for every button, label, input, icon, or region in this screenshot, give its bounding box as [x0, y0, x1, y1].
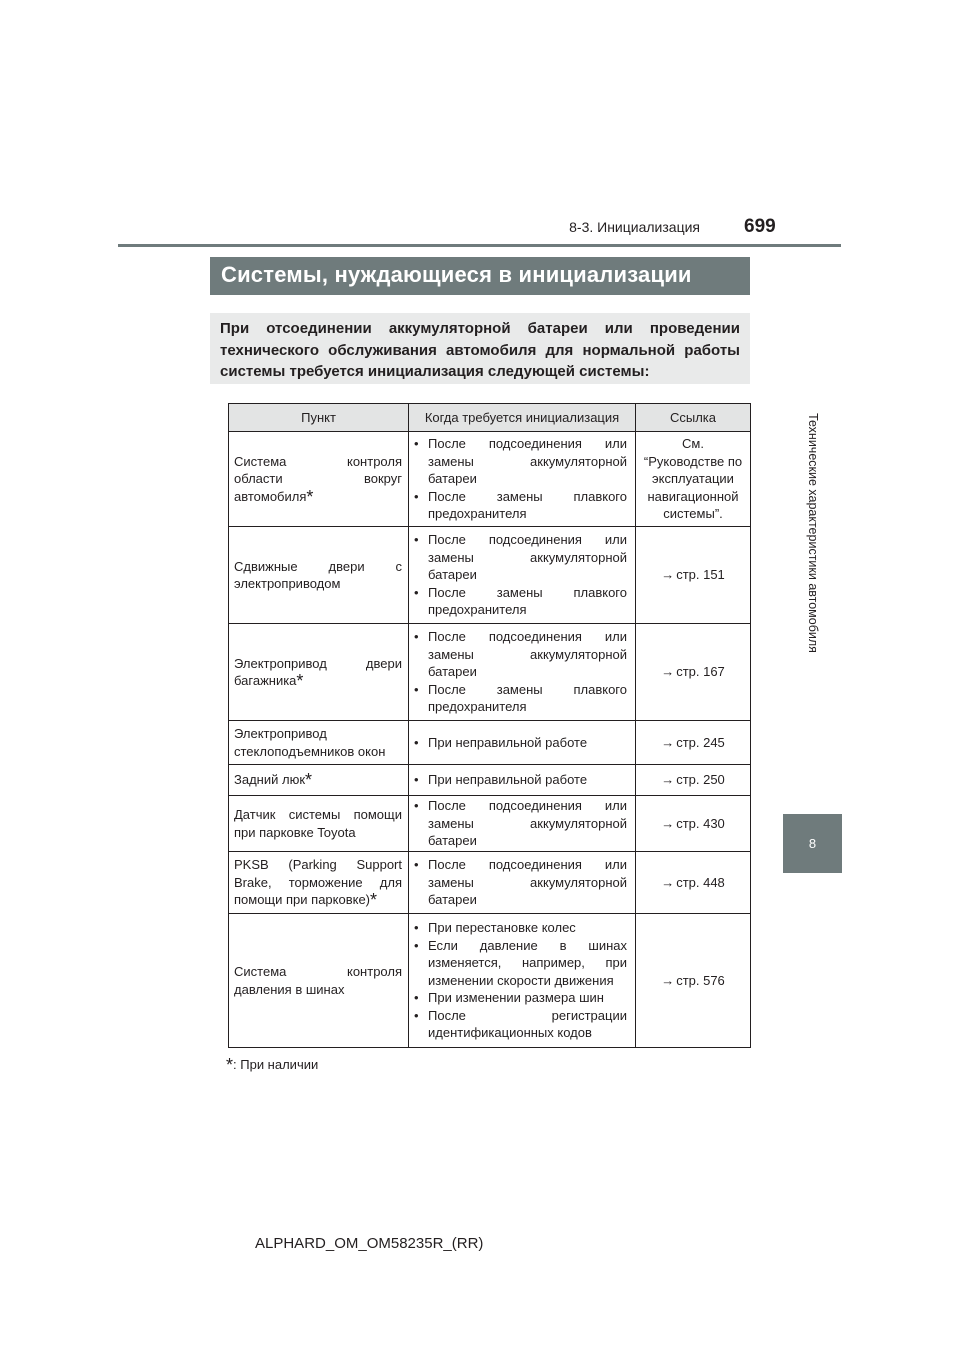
condition-item	[414, 531, 627, 584]
condition-item	[414, 989, 627, 1007]
condition-text	[428, 734, 627, 752]
side-chapter-title: Технические характеристики автомобиля	[806, 413, 820, 653]
condition-line: замены аккумуляторной	[428, 874, 627, 890]
bullet: •	[414, 857, 419, 873]
table-row	[229, 765, 751, 796]
condition-item	[414, 584, 627, 619]
condition-line: батареи	[428, 892, 477, 908]
condition-line: батареи	[428, 664, 477, 680]
bullet: •	[414, 681, 419, 697]
condition-item	[414, 681, 627, 716]
condition-line: При неправильной работе	[428, 734, 588, 750]
bullet: •	[414, 920, 419, 936]
reference-text: См.	[682, 436, 704, 452]
item-cell	[229, 721, 409, 765]
page-number: 699	[744, 216, 776, 237]
item-text: области вокруг	[234, 471, 402, 487]
item-text: Brake, торможение для	[234, 874, 402, 890]
condition-line: замены аккумуляторной	[428, 815, 627, 831]
item-text: электроприводом	[234, 576, 341, 591]
condition-line: После замены плавкого	[428, 488, 627, 504]
item-cell	[229, 624, 409, 721]
condition-item	[414, 734, 627, 752]
page-reference-link[interactable]	[661, 973, 725, 988]
condition-line: После подсоединения или	[428, 798, 627, 814]
item-cell	[229, 852, 409, 914]
item-text: Электропривод	[234, 726, 327, 741]
condition-line: При изменении размера шин	[428, 990, 604, 1006]
table-row	[229, 914, 751, 1048]
intro-line: системы требуется инициализация следующей системы:	[220, 363, 650, 380]
arrow-right-icon: →	[661, 567, 675, 583]
reference-cell	[636, 527, 751, 624]
condition-item	[414, 937, 627, 990]
condition-line: батареи	[428, 471, 477, 487]
footnote	[226, 1055, 319, 1075]
condition-text	[428, 989, 627, 1007]
condition-line: После подсоединения или	[428, 629, 627, 645]
condition-line: После замены плавкого	[428, 584, 627, 600]
condition-text	[428, 488, 627, 523]
item-text	[234, 488, 402, 506]
condition-item	[414, 919, 627, 937]
table-row	[229, 796, 751, 852]
section-title: 8-3. Инициализация	[569, 219, 700, 235]
bullet: •	[414, 798, 419, 814]
reference-text: стр. 448	[676, 874, 725, 890]
availability-asterisk: *	[296, 671, 304, 691]
item-text-last: помощи при парковке)	[234, 892, 371, 908]
condition-item	[414, 797, 627, 850]
page-reference-link[interactable]	[661, 735, 725, 750]
item-text: стеклоподъемников окон	[234, 743, 386, 759]
arrow-right-icon: →	[661, 815, 675, 831]
condition-cell	[409, 527, 636, 624]
condition-line: замены аккумуляторной	[428, 453, 627, 469]
bullet: •	[414, 937, 419, 953]
reference-text: навигационной	[647, 488, 739, 504]
condition-line: После подсоединения или	[428, 532, 627, 548]
reference-text: “Руководстве по	[643, 453, 743, 469]
condition-cell	[409, 765, 636, 796]
table-row	[229, 624, 751, 721]
bullet: •	[414, 488, 419, 504]
item-text: Система контроля	[234, 453, 402, 469]
side-chapter-tab[interactable]: 8	[783, 814, 842, 873]
item-text: Электропривод двери	[234, 655, 402, 671]
item-text	[234, 891, 402, 909]
arrow-right-icon: →	[661, 734, 675, 750]
condition-line: предохранителя	[428, 602, 527, 618]
condition-text	[428, 919, 627, 937]
condition-line: изменяется, например, при	[428, 955, 627, 971]
bullet: •	[414, 532, 419, 548]
condition-cell	[409, 624, 636, 721]
condition-item	[414, 628, 627, 681]
availability-asterisk: *	[370, 890, 378, 911]
intro-line: технического обслуживания автомобиля для нормальной работы	[220, 341, 740, 359]
condition-text	[428, 1007, 627, 1042]
condition-text	[428, 681, 627, 716]
item-text: давления в шинах	[234, 981, 345, 997]
condition-text	[428, 937, 627, 990]
item-text	[234, 672, 402, 690]
condition-line: После замены плавкого	[428, 681, 627, 697]
condition-line: батареи	[428, 567, 477, 583]
condition-item	[414, 856, 627, 909]
condition-line: предохранителя	[428, 699, 527, 715]
reference-text: стр. 151	[676, 567, 725, 583]
bullet: •	[414, 436, 419, 452]
bullet: •	[414, 629, 419, 645]
page-reference-link[interactable]	[661, 875, 725, 890]
reference-cell	[636, 721, 751, 765]
condition-line: После подсоединения или	[428, 857, 627, 873]
reference-text: эксплуатации	[652, 471, 734, 487]
condition-text	[428, 531, 627, 584]
condition-line: После подсоединения или	[428, 436, 627, 452]
condition-line: идентификационных кодов	[428, 1025, 592, 1041]
condition-line: При перестановке колес	[428, 920, 576, 936]
availability-asterisk: *	[306, 486, 314, 507]
item-text-last: багажника	[234, 673, 297, 688]
item-text-last: автомобиля	[234, 488, 307, 504]
condition-text	[428, 797, 627, 850]
reference-text: стр. 576	[676, 972, 725, 988]
table-header-row	[229, 404, 751, 432]
item-text: при парковке Toyota	[234, 824, 356, 840]
item-text	[234, 771, 402, 789]
item-cell	[229, 914, 409, 1048]
condition-item	[414, 435, 627, 488]
availability-asterisk: *	[305, 770, 313, 791]
intro-box	[210, 313, 750, 384]
reference-text: стр. 245	[676, 734, 725, 750]
reference-text: стр. 250	[676, 772, 725, 788]
condition-line: замены аккумуляторной	[428, 646, 627, 662]
arrow-right-icon: →	[661, 772, 675, 788]
heading-bar: Системы, нуждающиеся в инициализации	[210, 257, 750, 295]
bullet: •	[414, 584, 419, 600]
arrow-right-icon: →	[661, 664, 675, 680]
reference-text: стр. 167	[676, 664, 725, 680]
reference-cell	[636, 624, 751, 721]
item-text-last: Задний люк	[234, 772, 306, 788]
reference-cell	[636, 796, 751, 852]
table-row	[229, 852, 751, 914]
item-cell	[229, 527, 409, 624]
condition-item	[414, 771, 627, 789]
condition-text	[428, 584, 627, 619]
footnote-text: : При наличии	[233, 1057, 319, 1072]
condition-text	[428, 435, 627, 488]
item-text: Датчик системы помощи	[234, 807, 402, 822]
bullet: •	[414, 990, 419, 1006]
condition-cell	[409, 796, 636, 852]
document-code: ALPHARD_OM_OM58235R_(RR)	[255, 1235, 484, 1252]
item-cell	[229, 796, 409, 852]
reference-cell	[636, 852, 751, 914]
condition-line: предохранителя	[428, 506, 527, 522]
reference-cell	[636, 432, 751, 527]
footnote-asterisk: *	[226, 1055, 234, 1075]
arrow-right-icon: →	[661, 972, 675, 988]
condition-cell	[409, 721, 636, 765]
condition-item	[414, 488, 627, 523]
bullet: •	[414, 1007, 419, 1023]
table-row	[229, 721, 751, 765]
reference-cell	[636, 914, 751, 1048]
condition-text	[428, 856, 627, 909]
page-reference-link[interactable]	[661, 567, 725, 582]
condition-cell	[409, 852, 636, 914]
item-text: Сдвижные двери с	[234, 558, 402, 574]
bullet: •	[414, 734, 419, 750]
condition-cell	[409, 914, 636, 1048]
condition-line: При неправильной работе	[428, 772, 588, 788]
table-row	[229, 527, 751, 624]
condition-item	[414, 1007, 627, 1042]
column-header-when: Когда требуется инициализация	[409, 404, 636, 432]
arrow-right-icon: →	[661, 874, 675, 890]
page-reference-link[interactable]	[661, 664, 725, 679]
condition-line: батареи	[428, 833, 477, 849]
item-cell	[229, 765, 409, 796]
item-text: PKSB (Parking Support	[234, 857, 402, 873]
column-header-item: Пункт	[229, 404, 409, 432]
condition-line: замены аккумуляторной	[428, 549, 627, 565]
condition-line: Если давление в шинах	[428, 937, 627, 953]
condition-line: изменении скорости движения	[428, 972, 614, 988]
condition-text	[428, 628, 627, 681]
intro-line: При отсоединении аккумуляторной батареи или проведении	[220, 320, 740, 337]
condition-text	[428, 771, 627, 789]
reference-text: стр. 430	[676, 815, 725, 831]
reference-cell	[636, 765, 751, 796]
item-text: Система контроля	[234, 964, 402, 979]
table-row	[229, 432, 751, 527]
column-header-reference: Ссылка	[636, 404, 751, 432]
header-rule	[118, 244, 841, 247]
page-reference-link[interactable]	[661, 816, 725, 831]
bullet: •	[414, 772, 419, 788]
reference-text: системы”.	[663, 506, 723, 522]
initialization-table	[228, 403, 751, 1048]
page-reference-link[interactable]	[661, 772, 725, 787]
condition-line: После регистрации	[428, 1007, 627, 1023]
condition-cell	[409, 432, 636, 527]
item-cell	[229, 432, 409, 527]
